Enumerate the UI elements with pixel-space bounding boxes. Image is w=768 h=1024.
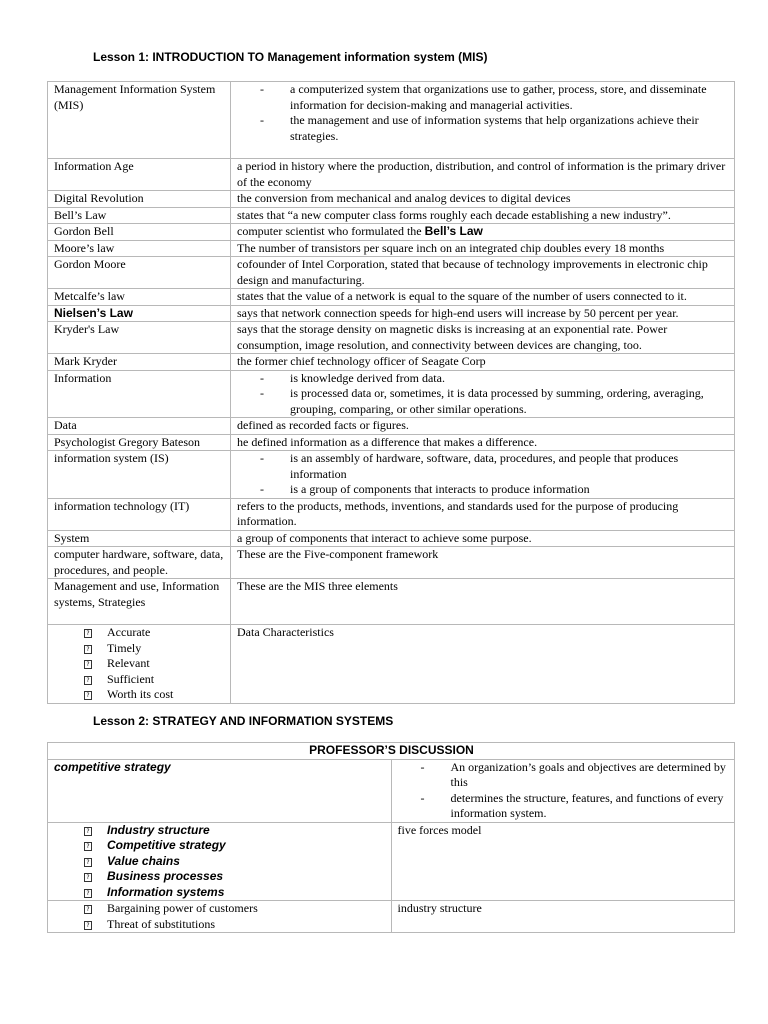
definition-item: - a computerized system that organizations use to gather, process, store, and disseminate information for decision-making and managerial activities. bbox=[237, 82, 729, 113]
table-row bbox=[48, 418, 735, 435]
list-item-label: Worth its cost bbox=[107, 687, 174, 701]
term-cell: competitive strategy bbox=[48, 759, 392, 822]
definition-item: - the management and use of information systems that help organizations achieve their strategies. bbox=[237, 113, 729, 144]
table-row bbox=[48, 547, 735, 579]
definition-cell: the conversion from mechanical and analog devices to digital devices bbox=[231, 191, 735, 208]
list-item-label: Threat of substitutions bbox=[107, 916, 215, 931]
definition-cell bbox=[231, 370, 735, 418]
checkbox-icon: ? bbox=[84, 827, 92, 836]
definition-cell bbox=[231, 224, 735, 241]
table-row bbox=[48, 289, 735, 306]
table-row bbox=[48, 191, 735, 208]
checkbox-icon: ? bbox=[84, 629, 92, 638]
table-row bbox=[48, 305, 735, 322]
term-cell: Psychologist Gregory Bateson bbox=[48, 434, 231, 451]
table-row bbox=[48, 257, 735, 289]
definition-cell: says that network connection speeds for high-end users will increase by 50 percent per year. bbox=[231, 305, 735, 322]
checkbox-icon: ? bbox=[84, 921, 92, 930]
term-cell bbox=[48, 625, 231, 704]
checkbox-icon: ? bbox=[84, 691, 92, 700]
table-row bbox=[48, 579, 735, 625]
list-item-label: Sufficient bbox=[107, 671, 155, 686]
checkbox-icon: ? bbox=[84, 660, 92, 669]
list-item bbox=[77, 656, 225, 672]
term-cell: Data bbox=[48, 418, 231, 435]
list-item-label: Accurate bbox=[107, 625, 151, 639]
list-item bbox=[77, 869, 386, 885]
definition-cell: defined as recorded facts or figures. bbox=[231, 418, 735, 435]
table-row bbox=[48, 759, 735, 822]
term-cell: Digital Revolution bbox=[48, 191, 231, 208]
checkbox-icon: ? bbox=[84, 676, 92, 685]
definition-cell: the former chief technology officer of Seagate Corp bbox=[231, 354, 735, 371]
definition-item: - is an assembly of hardware, software, data, procedures, and people that produces information bbox=[237, 451, 729, 482]
definition-cell: five forces model bbox=[391, 822, 735, 901]
table-row bbox=[48, 451, 735, 499]
definition-cell: a group of components that interact to achieve some purpose. bbox=[231, 530, 735, 547]
table-row bbox=[48, 240, 735, 257]
list-item bbox=[77, 687, 225, 703]
list-item bbox=[77, 838, 386, 854]
list-item bbox=[77, 854, 386, 870]
table-row bbox=[48, 434, 735, 451]
list-item-label: Competitive strategy bbox=[107, 838, 226, 852]
lesson-1-table bbox=[47, 81, 735, 704]
list-item bbox=[77, 901, 386, 917]
term-cell: computer hardware, software, data, procedures, and people. bbox=[48, 547, 231, 579]
definition-cell bbox=[231, 451, 735, 499]
list-item bbox=[77, 823, 386, 839]
term-cell: information technology (IT) bbox=[48, 498, 231, 530]
table-row bbox=[48, 901, 735, 933]
checkbox-icon: ? bbox=[84, 645, 92, 654]
table-row bbox=[48, 498, 735, 530]
term-cell: Bell’s Law bbox=[48, 207, 231, 224]
term-cell: Mark Kryder bbox=[48, 354, 231, 371]
list-item bbox=[77, 917, 386, 933]
list-item bbox=[77, 885, 386, 901]
definition-item: - An organization’s goals and objectives are determined by this bbox=[398, 760, 730, 791]
term-cell: Management Information System (MIS) bbox=[48, 82, 231, 159]
definition-cell: states that the value of a network is equal to the square of the number of users connected to it. bbox=[231, 289, 735, 306]
definition-cell: he defined information as a difference that makes a difference. bbox=[231, 434, 735, 451]
definition-cell bbox=[391, 759, 735, 822]
term-cell: Metcalfe’s law bbox=[48, 289, 231, 306]
definition-cell: industry structure bbox=[391, 901, 735, 933]
list-item bbox=[77, 625, 225, 641]
table-header-row bbox=[48, 743, 735, 760]
definition-item: - determines the structure, features, and functions of every information system. bbox=[398, 791, 730, 822]
list-item-label: Business processes bbox=[107, 869, 224, 883]
list-item-label: Value chains bbox=[107, 853, 180, 868]
term-cell: Management and use, Information systems, Strategies bbox=[48, 579, 231, 625]
checkbox-icon: ? bbox=[84, 889, 92, 898]
list-item-label: Information systems bbox=[107, 884, 225, 899]
definition-cell: cofounder of Intel Corporation, stated that because of technology improvements in electronic chip design and manufacturing. bbox=[231, 257, 735, 289]
list-item-label: Relevant bbox=[107, 656, 150, 670]
term-cell: Moore’s law bbox=[48, 240, 231, 257]
definition-cell bbox=[231, 82, 735, 159]
definition-cell: The number of transistors per square inch on an integrated chip doubles every 18 months bbox=[231, 240, 735, 257]
table-row bbox=[48, 530, 735, 547]
lesson-2-table bbox=[47, 742, 735, 933]
table-row bbox=[48, 159, 735, 191]
term-cell bbox=[48, 822, 392, 901]
lesson-1-title: Lesson 1: INTRODUCTION TO Management information system (MIS) bbox=[93, 50, 488, 64]
definition-item: - is a group of components that interacts to produce information bbox=[237, 482, 729, 498]
list-item-label: Bargaining power of customers bbox=[107, 901, 258, 915]
definition-text: computer scientist who formulated the bbox=[237, 224, 425, 238]
term-cell: System bbox=[48, 530, 231, 547]
term-cell: Gordon Bell bbox=[48, 224, 231, 241]
table-row bbox=[48, 207, 735, 224]
definition-item: - is processed data or, sometimes, it is data processed by summing, ordering, averaging, grouping, comparing, or other similar operations. bbox=[237, 386, 729, 417]
bold-term: Bell’s Law bbox=[424, 224, 483, 238]
term-cell: Information Age bbox=[48, 159, 231, 191]
definition-cell: a period in history where the production, distribution, and control of information is the primary driver of the economy bbox=[231, 159, 735, 191]
checkbox-icon: ? bbox=[84, 842, 92, 851]
table-row bbox=[48, 82, 735, 159]
definition-cell: These are the Five-component framework bbox=[231, 547, 735, 579]
term-cell: Kryder's Law bbox=[48, 322, 231, 354]
table-row bbox=[48, 370, 735, 418]
term-cell: Nielsen’s Law bbox=[48, 305, 231, 322]
list-item-label: Industry structure bbox=[107, 822, 210, 837]
checkbox-icon: ? bbox=[84, 873, 92, 882]
definition-cell: refers to the products, methods, inventions, and standards used for the purpose of producing information. bbox=[231, 498, 735, 530]
table-row bbox=[48, 625, 735, 704]
term-cell: Gordon Moore bbox=[48, 257, 231, 289]
table-row bbox=[48, 822, 735, 901]
term-cell: information system (IS) bbox=[48, 451, 231, 499]
definition-cell: states that “a new computer class forms roughly each decade establishing a new industry”. bbox=[231, 207, 735, 224]
definition-cell: says that the storage density on magnetic disks is increasing at an exponential rate. Power consumption, image resolution, and connectivity between devices are changing, too. bbox=[231, 322, 735, 354]
table-header: PROFESSOR’S DISCUSSION bbox=[48, 743, 735, 760]
definition-cell: These are the MIS three elements bbox=[231, 579, 735, 625]
term-cell: Information bbox=[48, 370, 231, 418]
checkbox-icon: ? bbox=[84, 858, 92, 867]
list-item bbox=[77, 641, 225, 657]
list-item bbox=[77, 672, 225, 688]
definition-cell: Data Characteristics bbox=[231, 625, 735, 704]
definition-item: - is knowledge derived from data. bbox=[237, 371, 729, 387]
table-row bbox=[48, 354, 735, 371]
term-cell bbox=[48, 901, 392, 933]
table-row bbox=[48, 224, 735, 241]
lesson-2-title: Lesson 2: STRATEGY AND INFORMATION SYSTEMS bbox=[93, 714, 394, 728]
checkbox-icon: ? bbox=[84, 905, 92, 914]
list-item-label: Timely bbox=[107, 640, 142, 655]
table-row bbox=[48, 322, 735, 354]
